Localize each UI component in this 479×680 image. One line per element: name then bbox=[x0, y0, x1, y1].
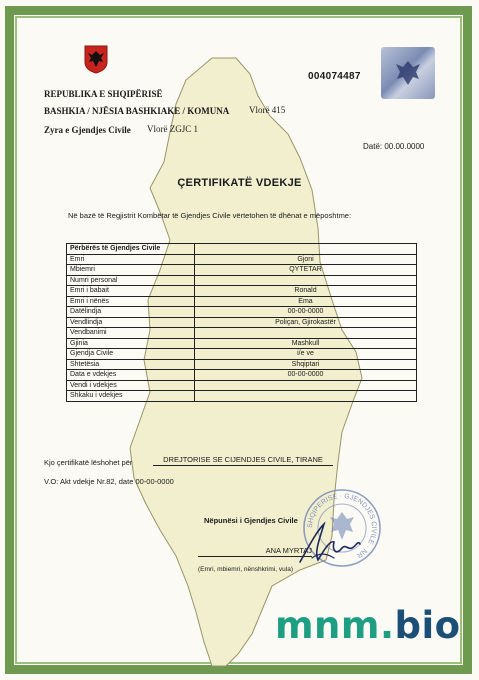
certificate-title: ÇERTIFIKATË VDEKJE bbox=[177, 177, 302, 189]
table-header-value bbox=[195, 244, 417, 255]
table-row bbox=[67, 391, 417, 402]
hologram-seal bbox=[381, 47, 435, 99]
watermark-part-2: bio bbox=[394, 604, 461, 647]
row-value: Shqiptari bbox=[195, 359, 417, 370]
table-header-row bbox=[67, 244, 417, 255]
issued-for-value: DREJTORISE SE CIJENDJES CIVILE, TIRANE bbox=[153, 455, 333, 466]
row-label: Emri bbox=[67, 254, 195, 265]
republic-heading: REPUBLIKA E SHQIPËRISË bbox=[44, 89, 163, 99]
table-row bbox=[67, 275, 417, 286]
row-label: Numri personal bbox=[67, 275, 195, 286]
albanian-eagle-emblem-icon bbox=[83, 44, 109, 74]
table-row bbox=[67, 317, 417, 328]
municipality-value: Vlorë 415 bbox=[249, 105, 286, 115]
row-label: Datëlindja bbox=[67, 307, 195, 318]
table-header: Përbërës të Gjendjes Civile bbox=[67, 244, 195, 255]
table-row bbox=[67, 307, 417, 318]
signer-note: (Emri, mbiemri, nënshkrimi, vula) bbox=[198, 566, 293, 573]
table-row bbox=[67, 349, 417, 360]
table-row bbox=[67, 254, 417, 265]
watermark-part-1: mnm. bbox=[275, 604, 395, 647]
row-value: 00-00-0000 bbox=[195, 370, 417, 381]
row-label: Emri i nënës bbox=[67, 296, 195, 307]
table-row bbox=[67, 296, 417, 307]
handwritten-signature-icon bbox=[294, 518, 364, 570]
row-label: Data e vdekjes bbox=[67, 370, 195, 381]
hologram-eagle-icon bbox=[391, 57, 425, 89]
row-value: Mashkull bbox=[195, 338, 417, 349]
table-row bbox=[67, 380, 417, 391]
row-label: Emri i babait bbox=[67, 286, 195, 297]
table-row bbox=[67, 328, 417, 339]
row-value bbox=[195, 275, 417, 286]
row-value: Gjoni bbox=[195, 254, 417, 265]
intro-text: Në bazë të Regjistrit Kombëtar të Gjendjes Civile vërtetohen të dhënat e mëposhtme: bbox=[68, 211, 352, 220]
row-value: Ronald bbox=[195, 286, 417, 297]
row-label: Vendlindja bbox=[67, 317, 195, 328]
municipality-label: BASHKIA / NJËSIA BASHKIAKE / KOMUNA bbox=[44, 106, 230, 116]
civil-status-table bbox=[66, 243, 417, 402]
watermark-logo bbox=[275, 604, 461, 647]
table-row bbox=[67, 265, 417, 276]
row-value: Ema bbox=[195, 296, 417, 307]
table-row bbox=[67, 370, 417, 381]
row-label: Vendi i vdekjes bbox=[67, 380, 195, 391]
table-row bbox=[67, 359, 417, 370]
table-row bbox=[67, 286, 417, 297]
row-label: Shtetësia bbox=[67, 359, 195, 370]
serial-number: 004074487 bbox=[308, 71, 361, 82]
row-value: i/e ve bbox=[195, 349, 417, 360]
issue-date: Datë: 00.00.0000 bbox=[363, 142, 425, 151]
death-act-reference: V.O: Akt vdekje Nr.82, date 00-00-0000 bbox=[44, 477, 174, 486]
stamp-text: SHQIPERISE · GJENDJES CIVILE · NR bbox=[306, 492, 378, 559]
row-label: Gjinia bbox=[67, 338, 195, 349]
row-label: Gjendja Civile bbox=[67, 349, 195, 360]
signer-name: ANA MYRTAJ bbox=[198, 546, 312, 557]
row-value: Poliçan, Gjirokastër bbox=[195, 317, 417, 328]
table-row bbox=[67, 338, 417, 349]
row-value bbox=[195, 380, 417, 391]
office-value: Vlorë ZGJC 1 bbox=[147, 124, 198, 134]
row-value bbox=[195, 328, 417, 339]
row-value: QYTETAR bbox=[195, 265, 417, 276]
issued-for-label: Kjo çertifikatë lëshohet për bbox=[44, 458, 133, 467]
row-label: Shkaku i vdekjes bbox=[67, 391, 195, 402]
row-label: Vendbanimi bbox=[67, 328, 195, 339]
row-value bbox=[195, 391, 417, 402]
row-label: Mbiemri bbox=[67, 265, 195, 276]
signer-title: Nëpunësi i Gjendjes Civile bbox=[204, 516, 298, 525]
office-label: Zyra e Gjendjes Civile bbox=[44, 125, 131, 135]
row-value: 00-00-0000 bbox=[195, 307, 417, 318]
